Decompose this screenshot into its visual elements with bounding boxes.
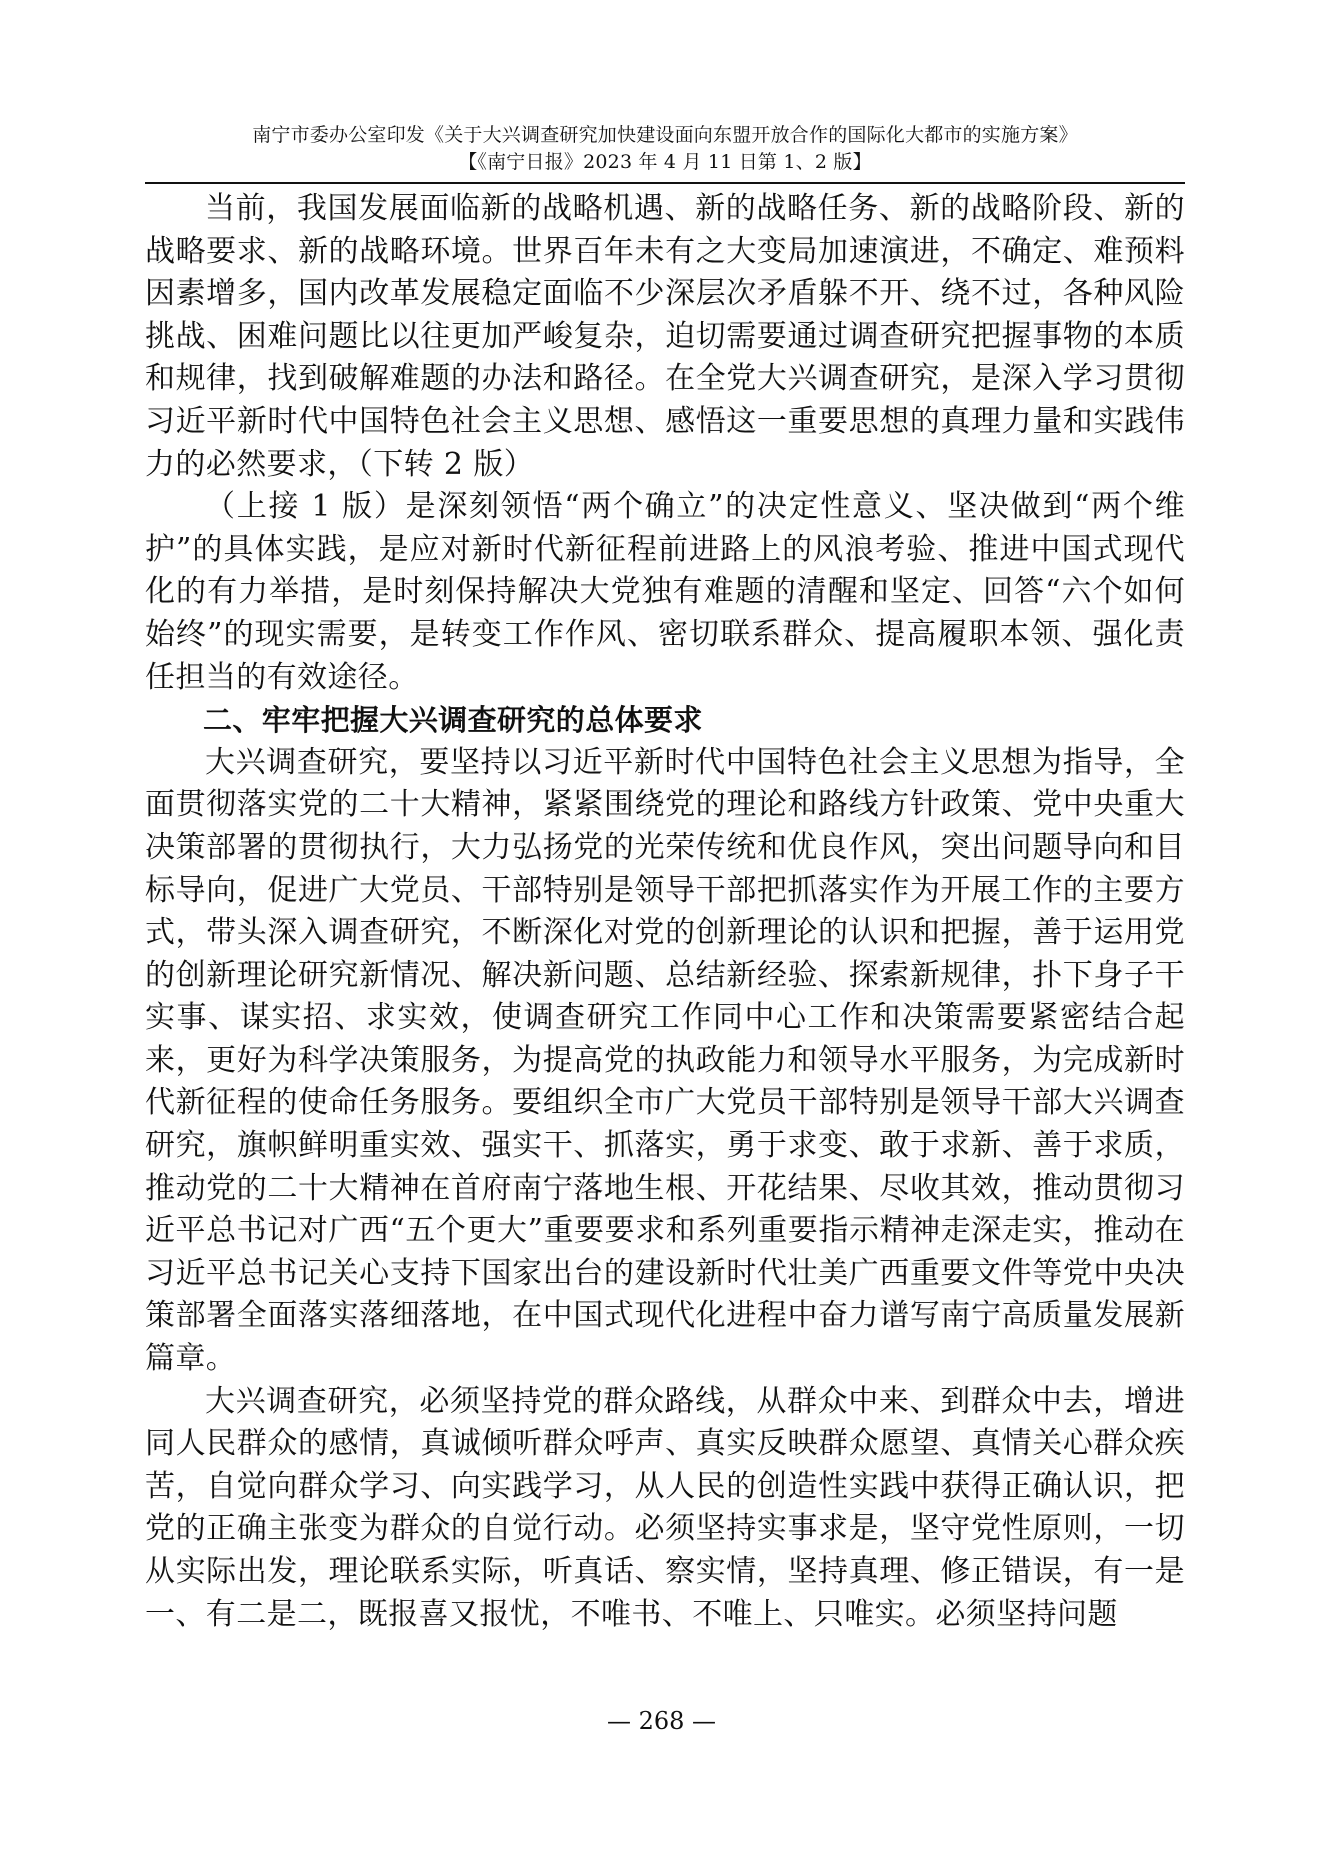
section-heading: 二、牢牢把握大兴调查研究的总体要求: [203, 703, 703, 738]
running-header: [145, 122, 1185, 176]
paragraph-2: （上接 1 版）是深刻领悟“两个确立”的决定性意义、坚决做到“两个维护”的具体实践，是应对新时代新征程前进路上的风浪考验、推进中国式现代化的有力举措，是时刻保持解决大党独有难题的清醒和坚定、回答“六个如何始终”的现实需要，是转变工作作风、密切联系群众、提高履职本领、强化责任担当的有效途径。: [145, 489, 1185, 695]
body-text: [145, 188, 1185, 1636]
paragraph-1: 当前，我国发展面临新的战略机遇、新的战略任务、新的战略阶段、新的战略要求、新的战略环境。世界百年未有之大变局加速演进，不确定、难预料因素增多，国内改革发展稳定面临不少深层次矛盾躲不开、绕不过，各种风险挑战、困难问题比以往更加严峻复杂，迫切需要通过调查研究把握事物的本质和规律，找到破解难题的办法和路径。在全党大兴调查研究，是深入学习贯彻习近平新时代中国特色社会主义思想、感悟这一重要思想的真理力量和实践伟力的必然要求，（下转 2 版）: [145, 191, 1185, 482]
page-number: — 268 —: [606, 1707, 717, 1735]
paragraph-4: 大兴调查研究，必须坚持党的群众路线，从群众中来、到群众中去，增进同人民群众的感情，真诚倾听群众呼声、真实反映群众愿望、真情关心群众疾苦，自觉向群众学习、向实践学习，从人民的创造性实践中获得正确认识，把党的正确主张变为群众的自觉行动。必须坚持实事求是，坚守党性原则，一切从实际出发，理论联系实际，听真话、察实情，坚持真理、修正错误，有一是一、有二是二，既报喜又报忧，不唯书、不唯上、只唯实。必须坚持问题: [145, 1383, 1185, 1632]
header-divider: [145, 182, 1185, 184]
paragraph-3: 大兴调查研究，要坚持以习近平新时代中国特色社会主义思想为指导，全面贯彻落实党的二十大精神，紧紧围绕党的理论和路线方针政策、党中央重大决策部署的贯彻执行，大力弘扬党的光荣传统和优良作风，突出问题导向和目标导向，促进广大党员、干部特别是领导干部把抓落实作为开展工作的主要方式，带头深入调查研究，不断深化对党的创新理论的认识和把握，善于运用党的创新理论研究新情况、解决新问题、总结新经验、探索新规律，扑下身子干实事、谋实招、求实效，使调查研究工作同中心工作和决策需要紧密结合起来，更好为科学决策服务，为提高党的执政能力和领导水平服务，为完成新时代新征程的使命任务服务。要组织全市广大党员干部特别是领导干部大兴调查研究，旗帜鲜明重实效、强实干、抓落实，勇于求变、敢于求新、善于求质，推动党的二十大精神在首府南宁落地生根、开花结果、尽收其效，推动贯彻习近平总书记对广西“五个更大”重要要求和系列重要指示精神走深走实，推动在习近平总书记关心支持下国家出台的建设新时代壮美广西重要文件等党中央决策部署全面落实落细落地，在中国式现代化进程中奋力谱写南宁高质量发展新篇章。: [145, 744, 1185, 1377]
header-source-line: 【《南宁日报》2023 年 4 月 11 日第 1、2 版】: [458, 151, 872, 173]
header-title-line: 南宁市委办公室印发《关于大兴调查研究加快建设面向东盟开放合作的国际化大都市的实施方案》: [252, 124, 1078, 146]
